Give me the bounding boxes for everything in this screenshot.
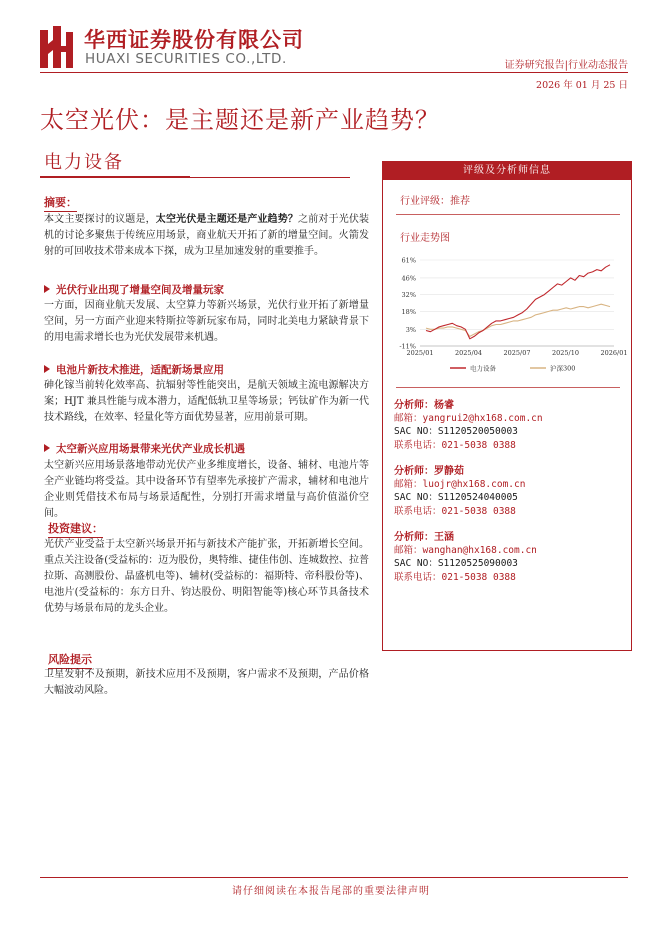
analyst-3-email: 邮箱：wanghan@hx168.com.cn [394,545,537,556]
chart-ytick-label: 61% [401,256,416,265]
chart-ytick-label: 3% [405,325,416,334]
risk-body: 卫星发射不及预期，新技术应用不及预期，客户需求不及预期，产品价格大幅波动风险。 [44,669,369,696]
section-heading-3-text: 太空新兴应用场景带来光伏产业成长机遇 [56,443,245,455]
analyst-1-phone: 联系电话：021-5038 0388 [394,440,516,451]
summary-body-text: 之前对于光伏装机的讨论多聚焦于传统应用场景，商业航天开拓了新的增量空间。火箭发射的可回收技术带来成本下探，成为卫星加速发射的重要推手。 [44,214,370,257]
chart-legend-label: 沪深300 [550,364,576,373]
analyst-1-email: 邮箱：yangrui2@hx168.com.cn [394,413,543,424]
rating-value: 推荐 [450,196,470,207]
analyst-name-text: 罗静茹 [434,466,464,477]
industry-underline [40,176,190,178]
chart-xtick-label: 2026/01 [600,349,628,357]
chart-xtick-label: 2025/01 [406,349,434,357]
side-panel-header: 评级及分析师信息 [383,162,631,180]
report-title: 太空光伏：是主题还是新产业趋势？ [40,106,440,134]
chart-ytick-label: -11% [399,342,416,351]
bullet-triangle-icon [44,365,50,373]
chart-series-line [426,304,610,336]
rating-label: 行业评级： [400,196,450,207]
summary-label: 摘要： [44,194,77,212]
section-heading-1-text: 光伏行业出现了增量空间及增量玩家 [56,284,224,296]
analysts-divider [396,387,620,388]
chart-xtick-label: 2025/04 [454,349,483,357]
analyst-role-label: 分析师： [394,400,434,411]
section-body-3: 太空新兴应用场景落地带动光伏产业多维度增长，设备、辅材、电池片等全产业链均将受益。其中设备环节有望率先承接扩产需求，辅材和电池片企业则凭借技术布局与场景适配性，分别打开需求增量与高价值溢价空间。 [44,460,369,519]
analyst-3-sac: SAC NO：S1120525090003 [394,558,518,569]
summary-key-question: 太空光伏是主题还是产业趋势？ [155,214,299,225]
rating-divider [396,214,620,215]
company-name-en: HUAXI SECURITIES CO.,LTD. [85,51,287,67]
section-body-2: 砷化镓当前转化效率高、抗辐射等性能突出，是航天领域主流电源解决方案；HJT 兼具性能与成本潜力，适配低轨卫星等场景；钙钛矿作为新一代技术路线，在效率、轻量化等方面优势显著，应用前景可期。 [44,380,369,423]
legal-notice: 请仔细阅读在本报告尾部的重要法律声明 [232,886,430,897]
industry-name: 电力设备 [44,152,124,173]
analyst-3-phone: 联系电话：021-5038 0388 [394,572,516,583]
analyst-role-label: 分析师： [394,466,434,477]
analyst-role-label: 分析师： [394,532,434,543]
analyst-1-sac: SAC NO：S1120520050003 [394,426,518,437]
section-heading-3 [44,441,245,456]
analyst-1-name [394,396,454,411]
header-divider [40,72,628,73]
analyst-2-email: 邮箱：luojr@hx168.com.cn [394,479,526,490]
company-name-cn: 华西证券股份有限公司 [84,28,304,52]
report-type-label: 证券研究报告|行业动态报告 [504,60,628,71]
industry-trend-chart [388,250,628,380]
risk-label: 风险提示 [48,651,92,669]
analyst-2-name [394,462,464,477]
chart-xtick-label: 2025/07 [503,349,531,357]
analyst-3-name [394,528,454,543]
section-heading-2 [44,362,224,377]
analyst-name-text: 杨睿 [434,400,454,411]
chart-ytick-label: 32% [401,291,416,300]
company-logo-icon [40,26,76,68]
bullet-triangle-icon [44,444,50,452]
footer-divider [40,877,628,878]
industry-underline-thin [190,177,350,178]
summary-paragraph [44,212,369,260]
chart-xtick-label: 2025/10 [551,349,580,357]
analyst-name-text: 王涵 [434,532,454,543]
investment-body: 光伏产业受益于太空新兴场景开拓与新技术产能扩张，开拓新增长空间。重点关注设备(受益标的：迈为股份，奥特维、捷佳伟创、连城数控、拉普拉斯、高测股份、晶盛机电等)、辅材(受益标的：福斯特、帝科股份等)、电池片(受益标的：东方日升、钧达股份、明阳智能等)核心环节具备技术优势与场景布局的龙头企业。 [44,539,369,614]
chart-ytick-label: 46% [401,274,416,283]
analyst-2-phone: 联系电话：021-5038 0388 [394,506,516,517]
summary-intro-text: 本文主要探讨的议题是， [44,214,156,225]
industry-rating [400,192,470,207]
report-date: 2026 年 01 月 25 日 [536,80,628,91]
trend-chart-title: 行业走势图 [400,233,450,244]
section-body-1: 一方面，因商业航天发展、太空算力等新兴场景，光伏行业开拓了新增量空间，另一方面产业迎来特斯拉等新玩家布局，同时北美电力紧缺背景下的用电需求增长也为光伏发展带来机遇。 [44,300,369,343]
section-heading-1 [44,282,224,297]
bullet-triangle-icon [44,285,50,293]
section-heading-2-text: 电池片新技术推进，适配新场景应用 [56,364,224,376]
chart-legend-label: 电力设备 [470,364,496,373]
chart-ytick-label: 18% [401,307,416,316]
analyst-2-sac: SAC NO：S1120524040005 [394,492,518,503]
investment-label: 投资建议： [48,520,103,538]
